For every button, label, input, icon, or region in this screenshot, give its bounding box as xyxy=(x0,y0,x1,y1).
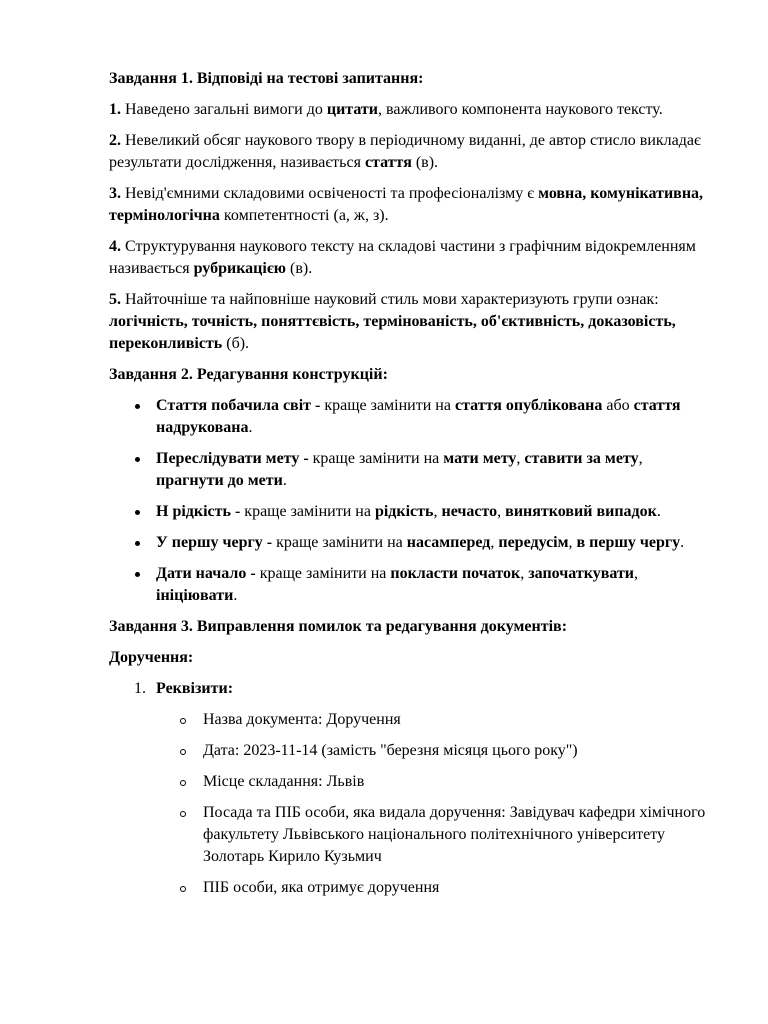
requisites-title: Реквізити: xyxy=(156,680,234,697)
document-page xyxy=(109,68,709,908)
bold-text: 3. xyxy=(109,185,121,202)
text: краще замінити на xyxy=(324,397,455,414)
text: Наведено загальні вимоги до xyxy=(121,101,327,118)
requisite-item: Дата: 2023-11-14 (замість "березня місяця цього року") xyxy=(203,740,709,762)
text: . xyxy=(248,419,253,436)
text: краще замінити на xyxy=(244,503,375,520)
bold-text: в першу чергу xyxy=(576,534,681,551)
bold-text: логічність, точність, поняттєвість, термінованість, об'єктивність, доказовість, переконливість xyxy=(109,313,676,352)
bold-text: стаття xyxy=(364,154,412,171)
bold-text: У першу чергу - xyxy=(156,534,277,551)
text: , важливого компонента наукового тексту. xyxy=(378,101,663,118)
text: (б). xyxy=(222,335,250,352)
bold-text: 5. xyxy=(109,291,121,308)
answer-paragraph xyxy=(109,130,709,174)
bold-text: нечасто xyxy=(441,503,498,520)
text: Найточніше та найповніше науковий стиль мови характеризують групи ознак: xyxy=(121,291,659,308)
requisites-sub-list xyxy=(156,709,709,899)
list-item xyxy=(156,563,709,607)
text: , xyxy=(520,565,529,582)
requisite-item: Місце складання: Львів xyxy=(203,771,709,793)
bold-text: 2. xyxy=(109,132,121,149)
bold-text: стаття опублікована xyxy=(454,397,603,414)
text: . xyxy=(656,503,661,520)
text: Невід'ємними складовими освіченості та професіоналізму є xyxy=(121,185,539,202)
text: , xyxy=(490,534,499,551)
text: Невеликий обсяг наукового твору в періодичному виданні, де автор стисло викладає результати дослідження, називається xyxy=(109,132,701,171)
text: краще замінити на xyxy=(259,565,391,582)
text: , xyxy=(516,450,525,467)
bold-text: рубрикацією xyxy=(193,260,286,277)
text: , xyxy=(568,534,577,551)
requisite-item: Посада та ПІБ особи, яка видала доручення: Завідувач кафедри хімічного факультету Львівського національного політехнічного університету Золотарь Кирило Кузьмич xyxy=(203,802,709,868)
bold-text: Дати начало - xyxy=(156,565,260,582)
text: . xyxy=(233,587,238,604)
list-item xyxy=(156,395,709,439)
bold-text: покласти початок xyxy=(390,565,521,582)
bold-text: мовна, комунікативна, термінологічна xyxy=(109,185,704,224)
bold-text: мати мету xyxy=(443,450,517,467)
list-item xyxy=(156,532,709,554)
bold-text: стаття надрукована xyxy=(156,397,681,436)
text: краще замінити на xyxy=(276,534,407,551)
task2-bullet-list xyxy=(109,395,709,607)
requisites-list xyxy=(109,678,709,899)
text: , xyxy=(497,503,506,520)
bold-text: цитати xyxy=(326,101,378,118)
text: компетентності (а, ж, з). xyxy=(219,207,389,224)
bold-text: передусім xyxy=(498,534,569,551)
bold-text: 1. xyxy=(109,101,121,118)
bold-text: 4. xyxy=(109,238,121,255)
text: краще замінити на xyxy=(312,450,444,467)
bold-text: Н рідкість - xyxy=(156,503,245,520)
bold-text: Стаття побачила світ - xyxy=(156,397,325,414)
bold-text: ініціювати xyxy=(156,587,234,604)
requisite-item: Назва документа: Доручення xyxy=(203,709,709,731)
text: Структурування наукового тексту на складові частини з графічним відокремленням називається xyxy=(109,238,696,277)
task3-subheading: Доручення: xyxy=(109,649,194,666)
requisites-number: 1. xyxy=(134,680,146,697)
text: або xyxy=(602,397,634,414)
list-item xyxy=(156,448,709,492)
bold-text: прагнути до мети xyxy=(156,472,283,489)
text: . xyxy=(680,534,685,551)
bold-text: Переслідувати мету - xyxy=(156,450,313,467)
bold-text: ставити за мету xyxy=(524,450,639,467)
task1-heading: Завдання 1. Відповіді на тестові запитання: xyxy=(109,70,424,87)
list-item xyxy=(156,501,709,523)
bold-text: насамперед xyxy=(406,534,491,551)
requisites-item xyxy=(134,678,709,899)
answer-paragraph xyxy=(109,289,709,355)
answer-paragraph xyxy=(109,236,709,280)
task3-heading: Завдання 3. Виправлення помилок та редагування документів: xyxy=(109,618,568,635)
text: , xyxy=(638,450,643,467)
text: (в). xyxy=(411,154,439,171)
text: (в). xyxy=(285,260,313,277)
requisite-item: ПІБ особи, яка отримує доручення xyxy=(203,877,709,899)
task1-answers xyxy=(109,99,709,355)
text: , xyxy=(433,503,442,520)
answer-paragraph xyxy=(109,99,709,121)
bold-text: рідкість xyxy=(374,503,434,520)
bold-text: започаткувати xyxy=(528,565,635,582)
text: , xyxy=(634,565,639,582)
text: . xyxy=(282,472,287,489)
bold-text: винятковий випадок xyxy=(505,503,657,520)
task2-heading: Завдання 2. Редагування конструкцій: xyxy=(109,366,388,383)
answer-paragraph xyxy=(109,183,709,227)
